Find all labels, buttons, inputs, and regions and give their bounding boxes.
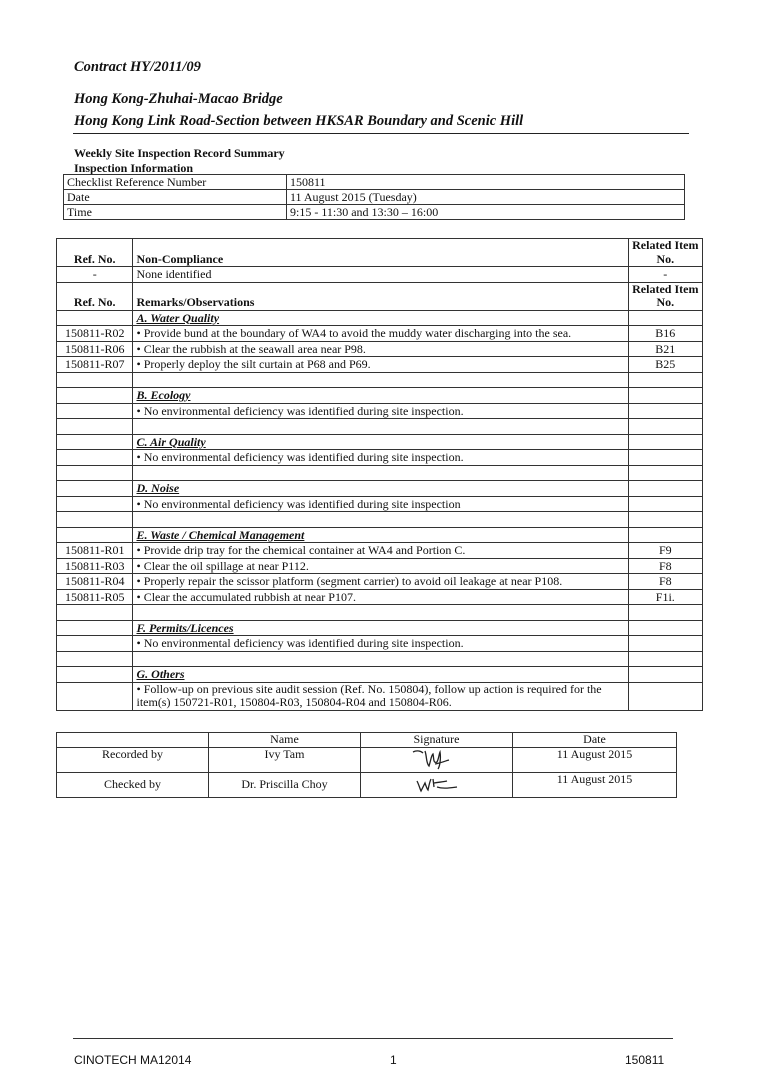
signoff-role: Recorded by (57, 747, 209, 772)
inspection-info-table (63, 174, 685, 220)
blank-cell (57, 651, 133, 667)
remark-item (628, 450, 702, 466)
remark-row (57, 357, 703, 373)
remark-ref: 150811-R04 (57, 574, 133, 590)
section-title: D. Noise (133, 481, 628, 497)
blank-cell (628, 651, 702, 667)
remark-text (133, 496, 628, 512)
remark-text (133, 403, 628, 419)
page-number: 1 (390, 1053, 397, 1067)
info-value: 9:15 - 11:30 and 13:30 – 16:00 (287, 205, 685, 220)
info-label: Time (64, 205, 287, 220)
section-title: C. Air Quality (133, 434, 628, 450)
remark-text-content: • No environmental deficiency was identified during site inspection. (136, 636, 463, 650)
blank-cell (133, 605, 628, 621)
remark-ref: 150811-R05 (57, 589, 133, 605)
blank-cell (57, 667, 133, 683)
info-row (64, 205, 685, 220)
section-title: A. Water Quality (133, 310, 628, 326)
remark-text-content: • Provide drip tray for the chemical container at WA4 and Portion C. (136, 543, 465, 557)
info-label: Date (64, 190, 287, 205)
signoff-header (57, 733, 209, 748)
remark-row (57, 341, 703, 357)
info-label: Checklist Reference Number (64, 175, 287, 190)
noncompliance-header-row (57, 239, 703, 267)
remark-item: F1i. (628, 589, 702, 605)
summary-title: Weekly Site Inspection Record Summary (74, 146, 285, 160)
remark-text (133, 682, 628, 710)
blank-cell (133, 465, 628, 481)
noncompliance-item: - (628, 267, 702, 283)
remark-row (57, 574, 703, 590)
blank-cell (57, 527, 133, 543)
remark-row (57, 558, 703, 574)
info-row (64, 175, 685, 190)
signoff-date: 11 August 2015 (513, 772, 677, 797)
blank-cell (628, 465, 702, 481)
signoff-name: Dr. Priscilla Choy (209, 772, 361, 797)
remark-row (57, 682, 703, 710)
footer-rule (73, 1038, 673, 1039)
remark-item (628, 496, 702, 512)
remark-item (628, 682, 702, 710)
col-header-ref: Ref. No. (57, 282, 133, 310)
blank-cell (628, 620, 702, 636)
remark-row (57, 450, 703, 466)
section-title: F. Permits/Licences (133, 620, 628, 636)
section-title-row (57, 667, 703, 683)
blank-cell (57, 419, 133, 435)
remark-ref: 150811-R03 (57, 558, 133, 574)
remark-row (57, 636, 703, 652)
remarks-header-row (57, 282, 703, 310)
remark-text-content: • No environmental deficiency was identified during site inspection (136, 497, 460, 511)
remark-text (133, 450, 628, 466)
noncompliance-desc: None identified (133, 267, 628, 283)
remark-ref (57, 403, 133, 419)
blank-cell (628, 527, 702, 543)
remark-text (133, 636, 628, 652)
blank-cell (57, 481, 133, 497)
header-rule (73, 133, 689, 134)
project-title: Hong Kong-Zhuhai-Macao Bridge (74, 91, 283, 107)
remark-row (57, 326, 703, 342)
remark-ref (57, 450, 133, 466)
section-title-row (57, 434, 703, 450)
blank-cell (628, 372, 702, 388)
info-value: 150811 (287, 175, 685, 190)
remark-item (628, 403, 702, 419)
col-header-related-item: Related Item No. (628, 282, 702, 310)
remark-item: B16 (628, 326, 702, 342)
remark-row (57, 543, 703, 559)
remark-text (133, 558, 628, 574)
blank-cell (57, 310, 133, 326)
remark-text (133, 574, 628, 590)
blank-cell (628, 605, 702, 621)
noncompliance-ref: - (57, 267, 133, 283)
blank-cell (57, 620, 133, 636)
blank-cell (133, 372, 628, 388)
remark-ref (57, 682, 133, 710)
blank-row (57, 419, 703, 435)
col-header-remarks: Remarks/Observations (133, 282, 628, 310)
blank-cell (133, 419, 628, 435)
remark-ref (57, 496, 133, 512)
footer-right: 150811 (625, 1053, 665, 1067)
remark-text (133, 341, 628, 357)
remark-ref: 150811-R07 (57, 357, 133, 373)
blank-row (57, 651, 703, 667)
blank-cell (133, 651, 628, 667)
signoff-date: 11 August 2015 (513, 747, 677, 772)
remark-text-content: • Properly repair the scissor platform (segment carrier) to avoid oil leakage at near P108. (136, 574, 562, 588)
remark-item: B25 (628, 357, 702, 373)
blank-cell (133, 512, 628, 528)
blank-row (57, 512, 703, 528)
col-header-noncompliance: Non-Compliance (133, 239, 628, 267)
info-row (64, 190, 685, 205)
remark-text (133, 326, 628, 342)
remark-text (133, 589, 628, 605)
blank-cell (57, 605, 133, 621)
blank-cell (57, 434, 133, 450)
signoff-header: Signature (361, 733, 513, 748)
inspection-info-title: Inspection Information (74, 161, 194, 175)
remark-ref (57, 636, 133, 652)
noncompliance-row (57, 267, 703, 283)
handwritten-signature (407, 748, 467, 770)
remark-text-content: • Properly deploy the silt curtain at P68 and P69. (136, 357, 370, 371)
remark-text-content: • Follow-up on previous site audit session (Ref. No. 150804), follow up action is required for the item(s) 150721-R01, 150804-R03, 150804-R04 and 150804-R06. (136, 682, 601, 710)
signoff-header: Date (513, 733, 677, 748)
remark-item: F8 (628, 574, 702, 590)
remark-ref: 150811-R01 (57, 543, 133, 559)
remark-text-content: • Clear the rubbish at the seawall area near P98. (136, 342, 365, 356)
remark-text (133, 357, 628, 373)
blank-cell (628, 388, 702, 404)
remark-text-content: • Clear the accumulated rubbish at near P107. (136, 590, 355, 604)
signoff-role: Checked by (57, 772, 209, 797)
signoff-row (57, 772, 677, 797)
contract-number: Contract HY/2011/09 (74, 59, 201, 75)
signoff-header-row (57, 733, 677, 748)
remark-row (57, 403, 703, 419)
section-title: G. Others (133, 667, 628, 683)
blank-cell (57, 372, 133, 388)
remark-item (628, 636, 702, 652)
signoff-name: Ivy Tam (209, 747, 361, 772)
section-title: Hong Kong Link Road-Section between HKSAR Boundary and Scenic Hill (74, 113, 524, 129)
signature-cell (361, 747, 513, 772)
col-header-ref: Ref. No. (57, 239, 133, 267)
col-header-related-item: Related Item No. (628, 239, 702, 267)
remark-text-content: • Provide bund at the boundary of WA4 to avoid the muddy water discharging into the sea. (136, 326, 571, 340)
section-title-row (57, 620, 703, 636)
inspection-table (56, 238, 703, 711)
footer-left: CINOTECH MA12014 (74, 1053, 192, 1067)
remark-item: F8 (628, 558, 702, 574)
remark-text-content: • No environmental deficiency was identified during site inspection. (136, 450, 463, 464)
remark-ref: 150811-R02 (57, 326, 133, 342)
section-title-row (57, 481, 703, 497)
handwritten-signature (407, 773, 467, 795)
remark-row (57, 496, 703, 512)
remark-text (133, 543, 628, 559)
section-title: E. Waste / Chemical Management (133, 527, 628, 543)
blank-cell (628, 481, 702, 497)
blank-row (57, 605, 703, 621)
remark-row (57, 589, 703, 605)
signoff-table (56, 732, 677, 798)
remark-text-content: • No environmental deficiency was identified during site inspection. (136, 404, 463, 418)
remark-text-content: • Clear the oil spillage at near P112. (136, 559, 308, 573)
blank-cell (628, 512, 702, 528)
section-title-row (57, 527, 703, 543)
section-title-row (57, 310, 703, 326)
blank-cell (57, 388, 133, 404)
remark-ref: 150811-R06 (57, 341, 133, 357)
remark-item: F9 (628, 543, 702, 559)
blank-cell (57, 465, 133, 481)
blank-cell (628, 434, 702, 450)
info-value: 11 August 2015 (Tuesday) (287, 190, 685, 205)
signoff-row (57, 747, 677, 772)
signature-cell (361, 772, 513, 797)
remark-item: B21 (628, 341, 702, 357)
blank-cell (628, 667, 702, 683)
blank-cell (628, 310, 702, 326)
blank-cell (57, 512, 133, 528)
signoff-header: Name (209, 733, 361, 748)
blank-cell (628, 419, 702, 435)
section-title-row (57, 388, 703, 404)
blank-row (57, 465, 703, 481)
section-title: B. Ecology (133, 388, 628, 404)
blank-row (57, 372, 703, 388)
